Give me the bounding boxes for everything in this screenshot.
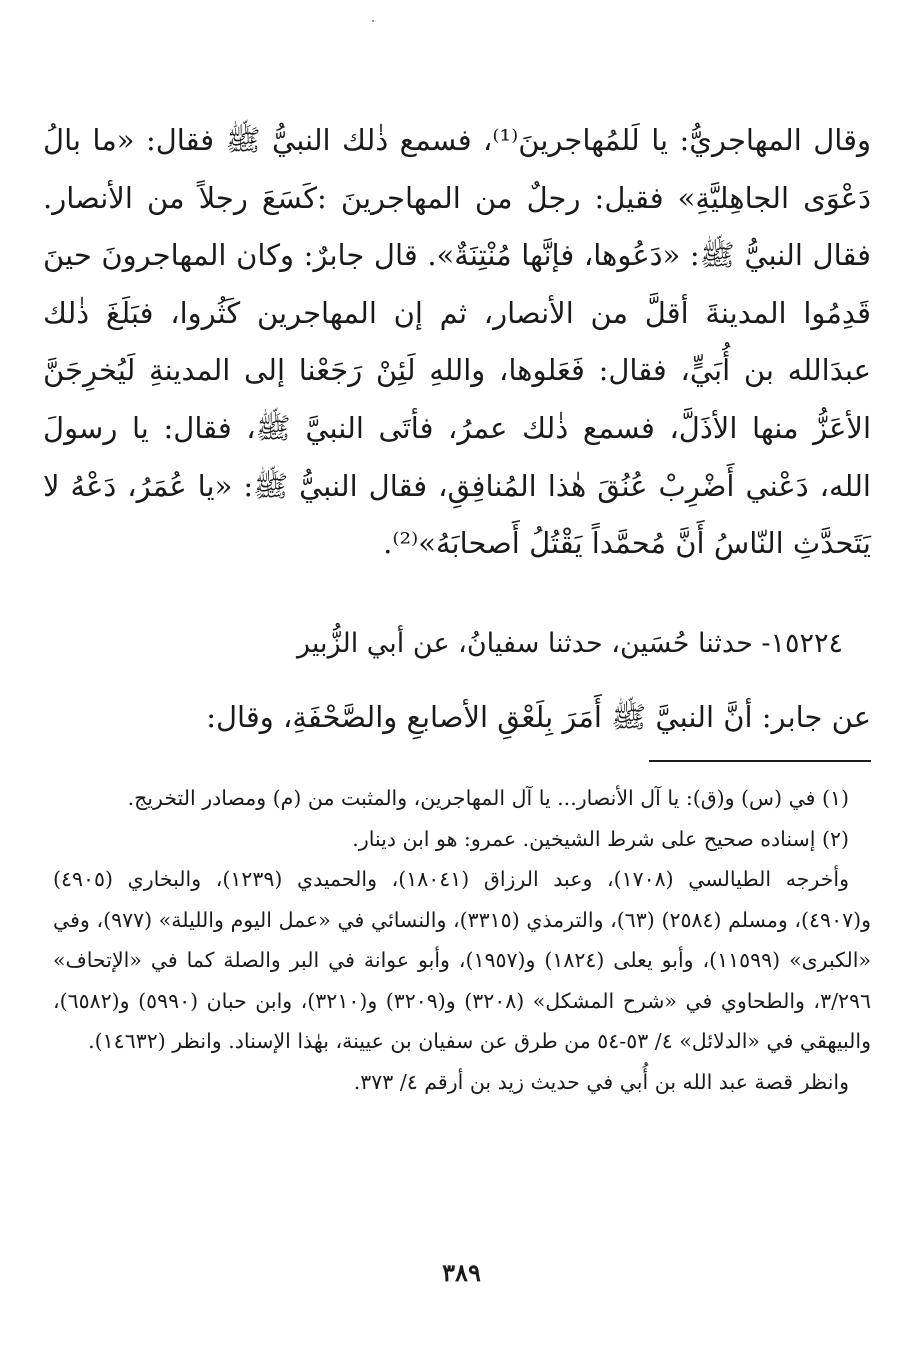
- footnote-separator: [649, 760, 871, 762]
- footnote-2-intro: (٢) إسناده صحيح على شرط الشيخين. عمرو: هو ابن دينار.: [352, 826, 849, 851]
- hadith-text-line: عن جابر: أنَّ النبيَّ ﷺ أَمَرَ بِلَعْقِ الأصابعِ والصَّحْفَةِ، وقال:: [206, 700, 871, 734]
- footnote-2-body: وأخرجه الطيالسي (١٧٠٨)، وعبد الرزاق (١٨٠٤١)، والحميدي (١٢٣٩)، والبخاري (٤٩٠٥) و(٤٩٠٧)، ومسلم (٢٥٨٤) (٦٣)، والترمذي (٣٣١٥)، والنسائي في «عمل اليوم والليلة» (٩٧٧)، وفي «الكبرى» (١١٥٩٩)، وأبو يعلى (١٨٢٤) و(١٩٥٧)، وأبو عوانة في البر والصلة كما في «الإتحاف» ٣/٢٩٦، والطحاوي في «شرح المشكل» (٣٢٠٨) و(٣٢٠٩) و(٣٢١٠)، وابن حبان (٥٩٩٠) و(٦٥٨٢)، والبيهقي في «الدلائل» ٤/ ٥٣-٥٤ من طرق عن سفيان بن عيينة، بهٰذا الإسناد. وانظر (١٤٦٣٢).: [53, 867, 872, 1053]
- scan-speck: [372, 20, 374, 22]
- hadith-number-line: ١٥٢٢٤- حدثنا حُسَين، حدثنا سفيانُ، عن أبي الزُّبير: [297, 628, 843, 659]
- footnote-1: (١) في (س) و(ق): يا آل الأنصار... يا آل المهاجرين، والمثبت من (م) ومصادر التخريج.: [127, 786, 849, 810]
- footnote-2-tail: وانظر قصة عبد الله بن أُبي في حديث زيد بن أرقم ٤/ ٣٧٣.: [353, 1069, 849, 1094]
- page-number: ٣٨٩: [442, 1258, 481, 1287]
- main-paragraph: وقال المهاجريُّ: يا لَلمُهاجرينَ⁽¹⁾، فسمع ذٰلك النبيُّ ﷺ فقال: «ما بالُ دَعْوَى الجاهِليَّةِ» فقيل: رجلٌ من المهاجرينَ :كَسَعَ رجلاً من الأنصار. فقال النبيُّ ﷺ: «دَعُوها، فإنَّها مُنْتِنَةٌ». قال جابرٌ: وكان المهاجرونَ حينَ قَدِمُوا المدينةَ أقلَّ من الأنصار، ثم إن المهاجرين كَثُروا، فبَلَغَ ذٰلك عبدَالله بن أُبَيٍّ، فقال: فَعَلوها، واللهِ لَئِنْ رَجَعْنا إلى المدينةِ لَيُخرِجَنَّ الأعَزُّ منها الأذَلَّ، فسمع ذٰلك عمرُ، فأتَى النبيَّ ﷺ، فقال: يا رسولَ الله، دَعْني أَضْرِبْ عُنُقَ هٰذا المُنافِقِ، فقال النبيُّ ﷺ: «يا عُمَرُ، دَعْهُ لا يَتَحدَّثِ النّاسُ أَنَّ مُحمَّداً يَقْتُلُ أَصحابَهُ»⁽²⁾.: [43, 123, 871, 561]
- footnotes-block: [53, 778, 871, 1102]
- main-text-block: [43, 112, 871, 573]
